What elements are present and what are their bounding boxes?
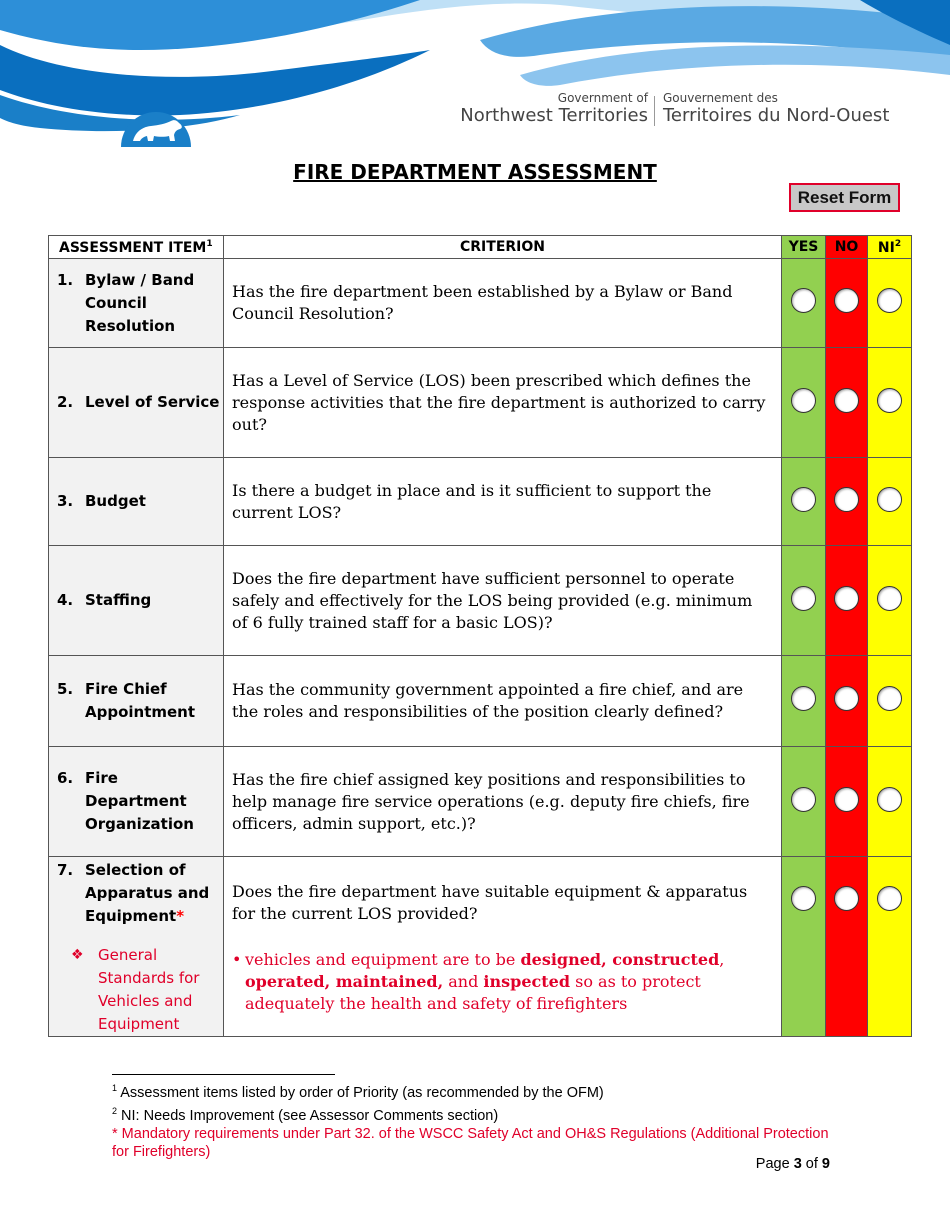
government-name-english bbox=[460, 91, 648, 127]
gov-fr-line1: Gouvernement des bbox=[663, 91, 778, 105]
header-assessment-item bbox=[49, 236, 224, 259]
item-label bbox=[85, 859, 223, 928]
page-of: of bbox=[801, 1156, 822, 1172]
radio-no-4[interactable] bbox=[834, 586, 859, 611]
assessment-item bbox=[49, 656, 224, 747]
mandatory-asterisk: * bbox=[176, 907, 185, 925]
table-row bbox=[49, 857, 912, 1037]
radio-ni-4[interactable] bbox=[877, 586, 902, 611]
radio-no-7[interactable] bbox=[834, 886, 859, 911]
item-label: Budget bbox=[85, 492, 146, 510]
assessment-item bbox=[49, 458, 224, 546]
radio-yes-5[interactable] bbox=[791, 686, 816, 711]
assessment-item bbox=[49, 857, 224, 1037]
assessment-item bbox=[49, 747, 224, 857]
footnotes bbox=[112, 1079, 832, 1161]
item-label: Staffing bbox=[85, 591, 152, 609]
gov-en-line2: Northwest Territories bbox=[460, 105, 648, 126]
item-number: 5. bbox=[57, 680, 74, 698]
radio-ni-5[interactable] bbox=[877, 686, 902, 711]
page-prefix: Page bbox=[755, 1156, 794, 1172]
bullet-text-2: , bbox=[719, 950, 725, 969]
assessment-table bbox=[48, 235, 912, 1037]
bullet-text-1: vehicles and equipment are to be bbox=[245, 950, 521, 969]
item-label: Bylaw / Band Council Resolution bbox=[85, 270, 195, 335]
radio-yes-2[interactable] bbox=[791, 388, 816, 413]
criterion-text: Has the fire department been established by a Bylaw or Band Council Resolution? bbox=[224, 259, 782, 348]
footnote-2 bbox=[112, 1102, 832, 1125]
table-row bbox=[49, 747, 912, 857]
gov-fr-line2: Territoires du Nord-Ouest bbox=[663, 105, 890, 126]
bullet-bold-1: designed, constructed bbox=[520, 950, 720, 969]
page-number bbox=[756, 1156, 830, 1172]
radio-ni-2[interactable] bbox=[877, 388, 902, 413]
item-label: Fire Chief Appointment bbox=[85, 680, 196, 721]
footnote-ref-2: 2 bbox=[894, 238, 902, 249]
item-number: 1. bbox=[57, 270, 74, 289]
criterion-bullet bbox=[232, 949, 771, 1015]
footnote-1-sup: 1 bbox=[112, 1083, 118, 1093]
footnote-ref-1: 1 bbox=[206, 238, 213, 249]
page-title: FIRE DEPARTMENT ASSESSMENT bbox=[293, 160, 657, 184]
footnote-mandatory: * Mandatory requirements under Part 32. of the WSCC Safety Act and OH&S Regulations (Additional Protection for Firefighters) bbox=[112, 1126, 829, 1160]
radio-yes-3[interactable] bbox=[791, 487, 816, 512]
page-current: 3 bbox=[793, 1156, 802, 1172]
bullet-text bbox=[245, 949, 771, 1015]
footnote-1-text: Assessment items listed by order of Priority (as recommended by the OFM) bbox=[117, 1085, 604, 1101]
criterion-cell bbox=[224, 857, 782, 1037]
header-item-text: ASSESSMENT ITEM bbox=[59, 239, 207, 256]
radio-yes-6[interactable] bbox=[791, 787, 816, 812]
radio-ni-7[interactable] bbox=[877, 886, 902, 911]
radio-no-2[interactable] bbox=[834, 388, 859, 413]
criterion-text: Has a Level of Service (LOS) been prescribed which defines the response activities that the fire department is authorized to carry out? bbox=[224, 348, 782, 458]
sub-item-general-standards bbox=[49, 944, 223, 1036]
radio-no-3[interactable] bbox=[834, 487, 859, 512]
item-label: Fire Department Organization bbox=[85, 769, 194, 833]
assessment-item bbox=[49, 259, 224, 348]
bullet-bold-3: inspected bbox=[483, 972, 571, 991]
radio-yes-7[interactable] bbox=[791, 886, 816, 911]
criterion-text: Is there a budget in place and is it sufficient to support the current LOS? bbox=[224, 458, 782, 546]
item-number: 6. bbox=[57, 769, 74, 787]
radio-ni-6[interactable] bbox=[877, 787, 902, 812]
table-row bbox=[49, 656, 912, 747]
gov-divider bbox=[654, 96, 655, 126]
footnote-1 bbox=[112, 1079, 832, 1102]
header-criterion: CRITERION bbox=[224, 236, 782, 259]
header-ni-text: NI bbox=[877, 239, 895, 256]
table-row bbox=[49, 458, 912, 546]
sub-item-label: General Standards for Vehicles and Equipment bbox=[98, 946, 200, 1033]
table-row bbox=[49, 259, 912, 348]
table-header-row bbox=[49, 236, 912, 259]
criterion-text: Has the fire chief assigned key positions and responsibilities to help manage fire service operations (e.g. deputy fire chiefs, fire officers, admin support, etc.)? bbox=[224, 747, 782, 857]
criterion-text: Does the fire department have suitable equipment & apparatus for the current LOS provided? bbox=[232, 882, 748, 923]
reset-form-button[interactable]: Reset Form bbox=[789, 183, 900, 212]
radio-no-6[interactable] bbox=[834, 787, 859, 812]
header-yes: YES bbox=[782, 236, 826, 259]
radio-no-5[interactable] bbox=[834, 686, 859, 711]
bullet-text-4: so as to protect adequately the health and safety of firefighters bbox=[245, 972, 701, 1013]
footnote-divider bbox=[112, 1074, 335, 1075]
criterion-text: Has the community government appointed a fire chief, and are the roles and responsibilities of the position clearly defined? bbox=[224, 656, 782, 747]
bullet-dot: • bbox=[232, 950, 242, 969]
footnote-2-sup: 2 bbox=[112, 1106, 118, 1116]
item-number: 3. bbox=[57, 492, 74, 510]
radio-ni-3[interactable] bbox=[877, 487, 902, 512]
header-no: NO bbox=[826, 236, 868, 259]
item-number: 2. bbox=[57, 393, 74, 411]
assessment-item bbox=[49, 546, 224, 656]
item-number: 7. bbox=[57, 861, 74, 879]
page-total: 9 bbox=[821, 1156, 830, 1172]
item-label: Level of Service bbox=[85, 393, 220, 411]
diamond-bullet-icon: ❖ bbox=[71, 947, 84, 963]
assessment-item bbox=[49, 348, 224, 458]
table-row bbox=[49, 546, 912, 656]
item-label-text: Selection of Apparatus and Equipment bbox=[85, 861, 210, 925]
criterion-text: Does the fire department have sufficient personnel to operate safely and effectively for the LOS being provided (e.g. minimum of 6 fully trained staff for a basic LOS)? bbox=[224, 546, 782, 656]
polar-bear-logo bbox=[121, 97, 191, 147]
table-row bbox=[49, 348, 912, 458]
bullet-text-3: and bbox=[443, 972, 484, 991]
radio-yes-4[interactable] bbox=[791, 586, 816, 611]
gov-en-line1: Government of bbox=[557, 91, 648, 105]
bullet-bold-2: operated, maintained, bbox=[245, 972, 444, 991]
item-number: 4. bbox=[57, 591, 74, 609]
radio-yes-1[interactable] bbox=[791, 288, 816, 313]
government-name-french bbox=[663, 91, 889, 127]
header-ni bbox=[868, 236, 912, 259]
radio-no-1[interactable] bbox=[834, 288, 859, 313]
footnote-2-text: NI: Needs Improvement (see Assessor Comments section) bbox=[117, 1108, 499, 1124]
radio-ni-1[interactable] bbox=[877, 288, 902, 313]
